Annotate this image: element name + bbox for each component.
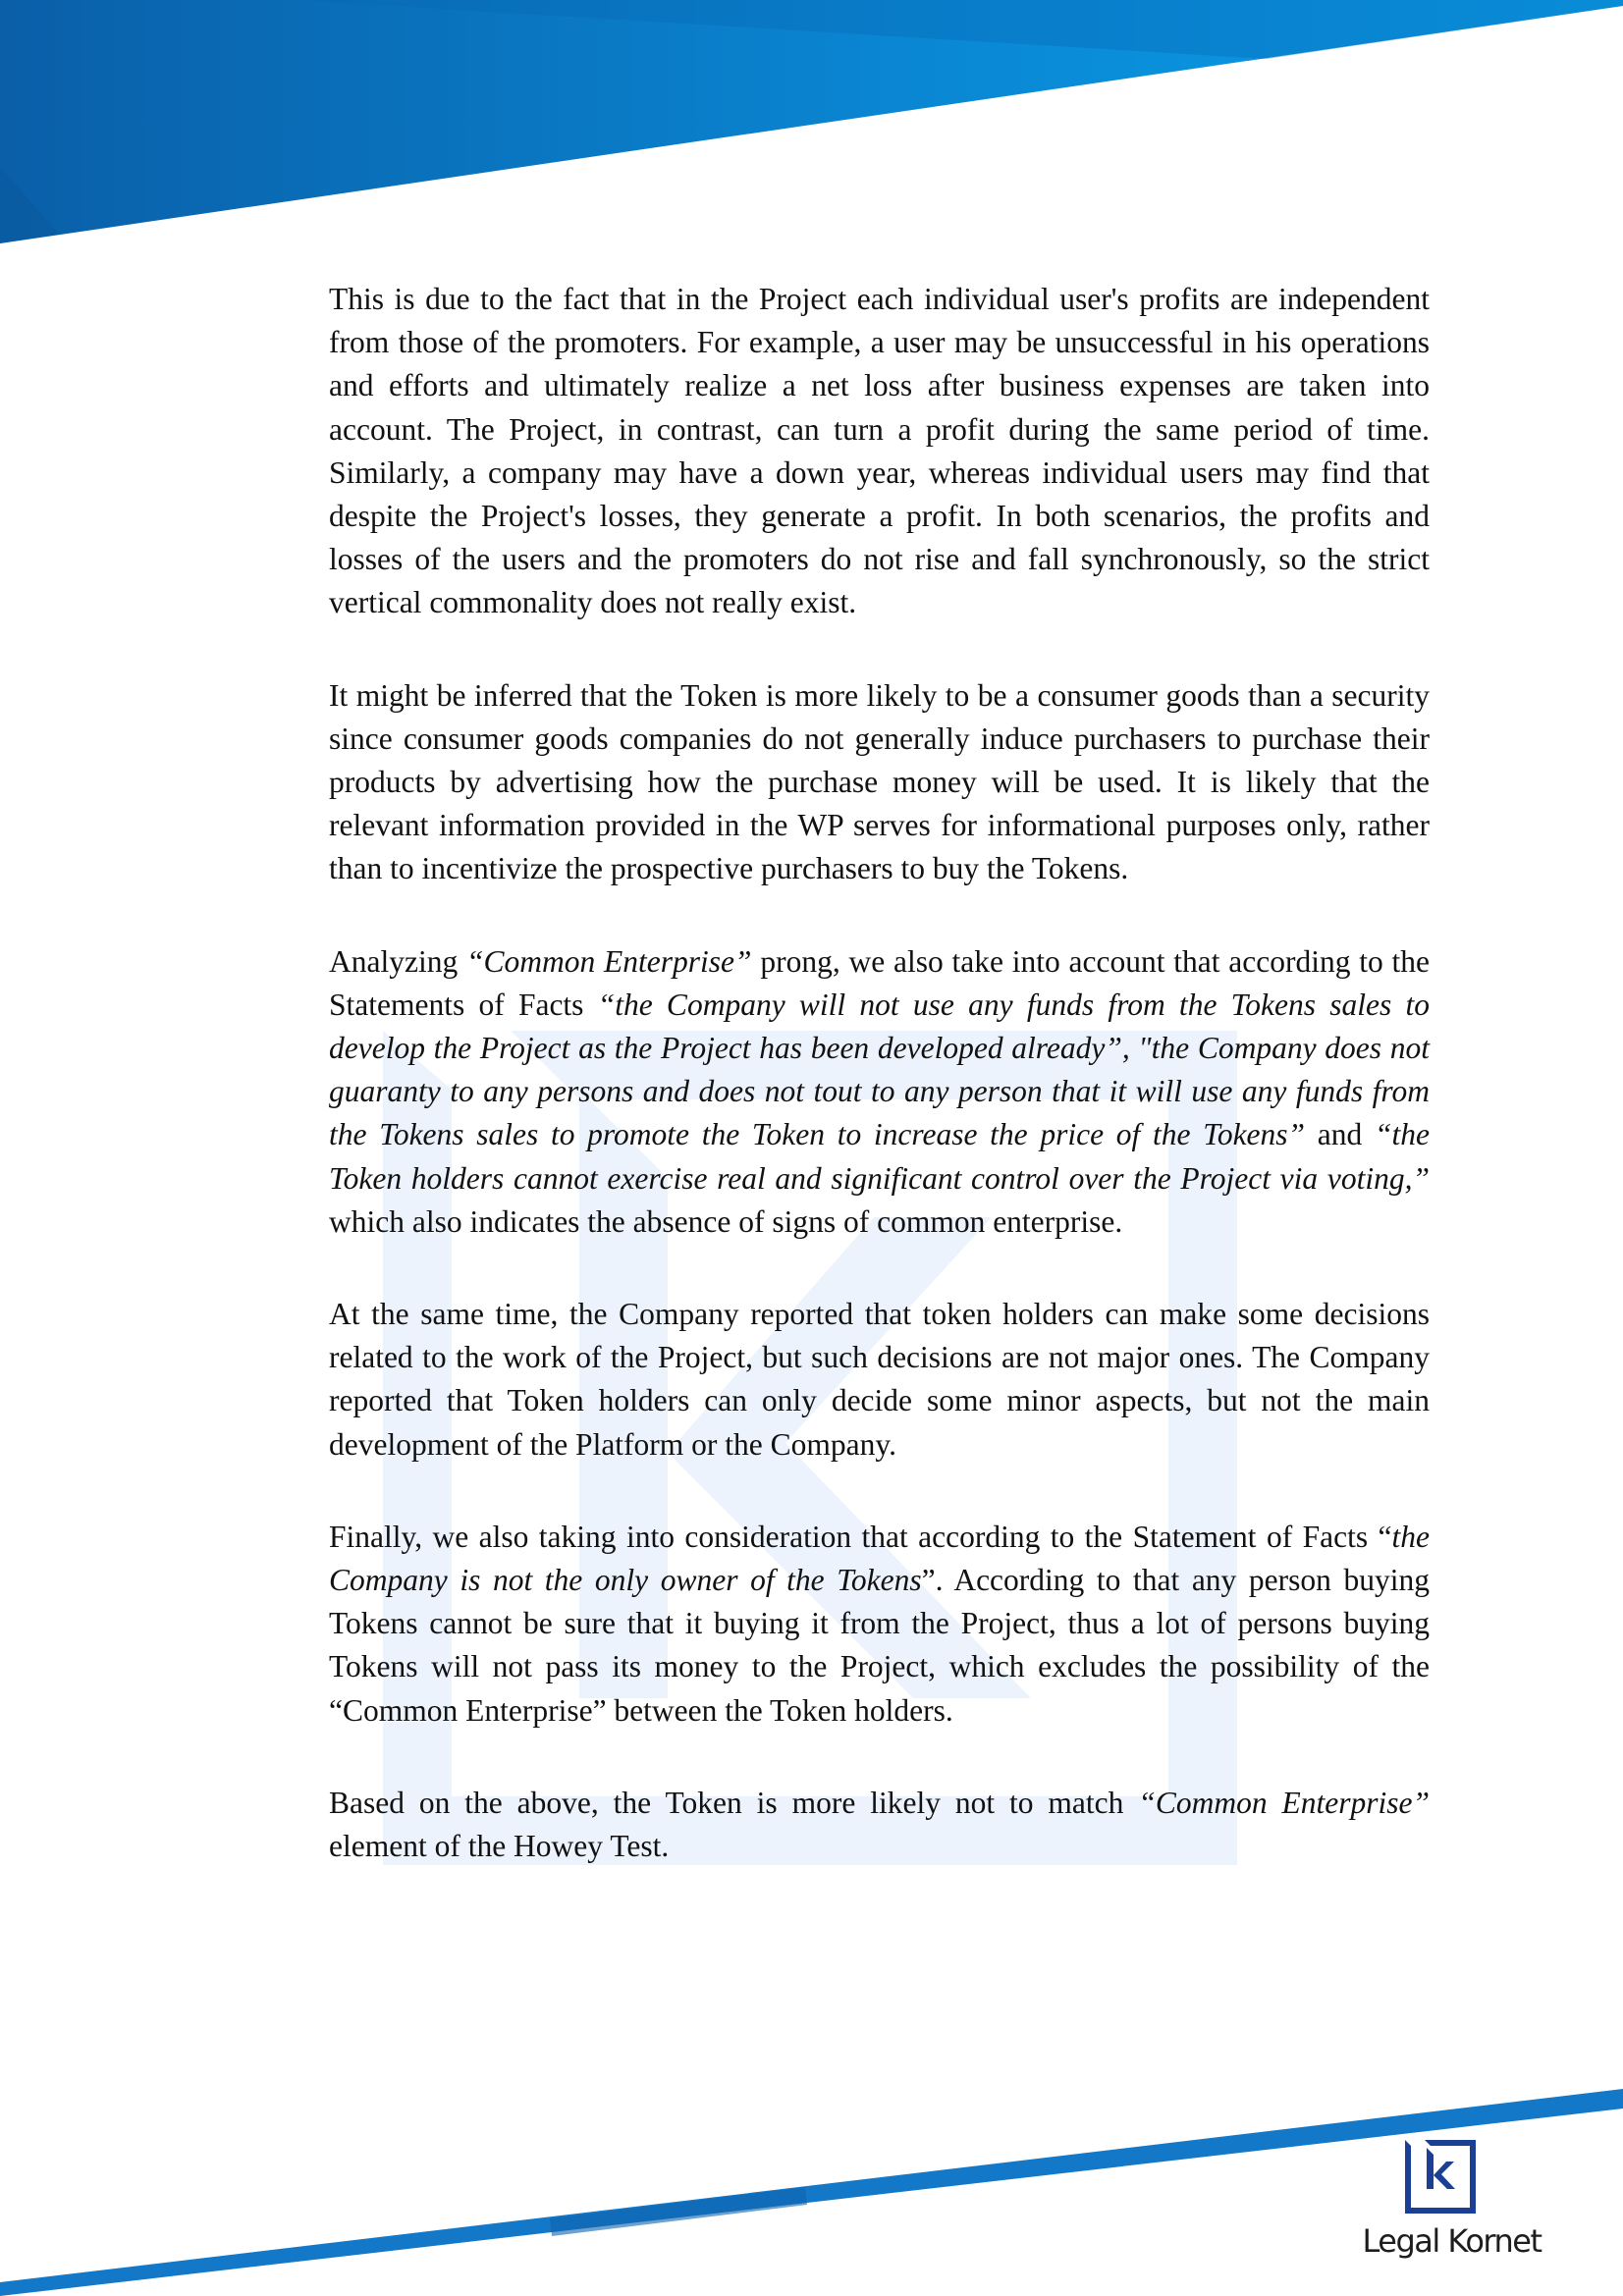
paragraph-vertical-commonality: This is due to the fact that in the Project each individual user's profits are independent from those of the promoters. For example, a user may be unsuccessful in his operations and efforts and ultimately realize a net loss after business expenses are taken into account. The Project, in contrast, can turn a profit during the same period of time. Similarly, a company may have a down year, whereas individual users may find that despite the Project's losses, they generate a profit. In both scenarios, the profits and losses of the users and the promoters do not rise and fall synchronously, so the strict vertical commonality does not really exist.	[329, 282, 1430, 620]
paragraph-common-enterprise-analysis: Analyzing “Common Enterprise” prong, we also take into account that according to the Statements of Facts “the Company will not use any funds from the Tokens sales to develop the Project as the Project has been developed already”, "the Company does not guaranty to any persons and does not tout to any person that it will use any funds from the Tokens sales to promote the Token to increase the price of the Tokens” and “the Token holders cannot exercise real and significant control over the Project via voting,” which also indicates the absence of signs of common enterprise.	[329, 943, 1431, 1239]
legal-kornet-logo-icon	[1405, 2140, 1476, 2214]
paragraph-conclusion: Based on the above, the Token is more likely not to match “Common Enterprise” element of the Howey Test.	[329, 1785, 1430, 1864]
paragraph-token-holder-decisions: At the same time, the Company reported that token holders can make some decisions related to the work of the Project, but such decisions are not major ones. The Company reported that Token holders can only decide some minor aspects, but not the main development of the Platform or the Company.	[329, 1297, 1430, 1462]
legal-kornet-logo	[1351, 2140, 1552, 2272]
paragraph-token-ownership: Finally, we also taking into consideration that according to the Statement of Facts “the Company is not the only owner of the Tokens”. According to that any person buying Tokens cannot be sure that it buying it from the Project, thus a lot of persons buying Tokens will not pass its money to the Project, which excludes the possibility of the “Common Enterprise” between the Token holders.	[329, 1519, 1430, 1728]
document-body	[329, 278, 1430, 1917]
logo-wordmark: Legal Kornet	[1362, 2222, 1542, 2260]
header-banner-graphic	[0, 0, 1623, 255]
paragraph-consumer-goods: It might be inferred that the Token is more likely to be a consumer goods than a security since consumer goods companies do not generally induce purchasers to purchase their products by advertising how the purchase money will be used. It is likely that the relevant information provided in the WP serves for informational purposes only, rather than to incentivize the prospective purchasers to buy the Tokens.	[329, 677, 1430, 886]
